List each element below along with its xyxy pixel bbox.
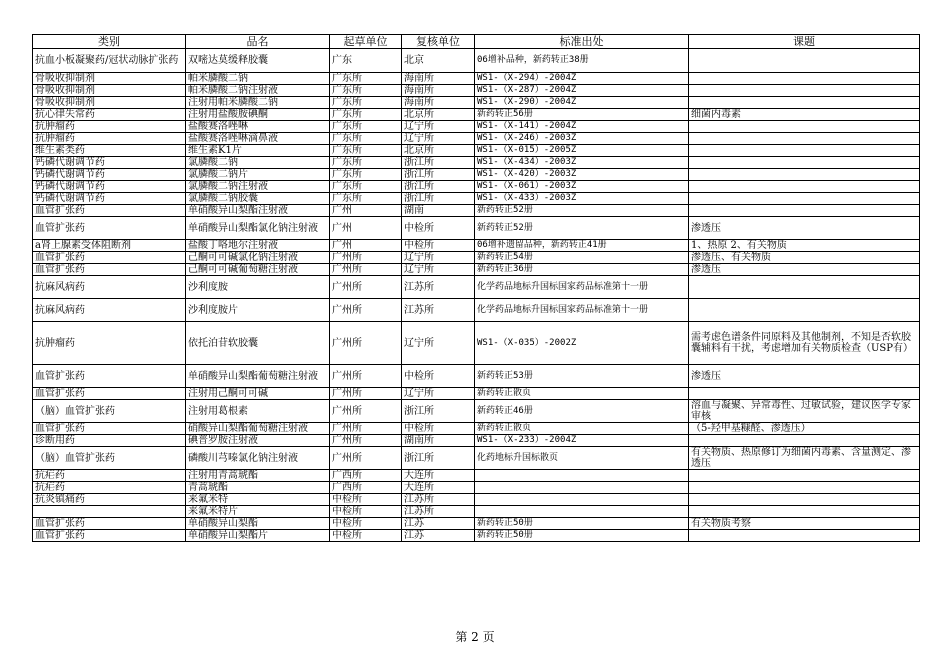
cell-name: 来氟米特 (186, 494, 330, 506)
cell-drafter: 广州所 (330, 252, 402, 264)
cell-reviewer: 北京所 (402, 109, 475, 121)
cell-standard: WS1-（X-035）-2002Z (475, 322, 689, 365)
cell-topic (689, 169, 920, 181)
cell-name: 双嘧达莫缓释胶囊 (186, 49, 330, 73)
cell-topic (689, 276, 920, 299)
cell-reviewer: 大连所 (402, 470, 475, 482)
cell-drafter: 中检所 (330, 518, 402, 530)
table-row (33, 400, 920, 423)
table-row (33, 73, 920, 85)
cell-category: 血管扩张药 (33, 423, 186, 435)
cell-drafter: 广州所 (330, 276, 402, 299)
cell-drafter: 广西所 (330, 470, 402, 482)
cell-drafter: 广东所 (330, 121, 402, 133)
cell-standard: 化学药品地标升国标国家药品标准第十一册 (475, 299, 689, 322)
cell-topic (689, 157, 920, 169)
cell-name: 注射用盐酸胺碘酮 (186, 109, 330, 121)
cell-drafter: 广东所 (330, 145, 402, 157)
cell-name: 盐酸丁咯地尔注射液 (186, 240, 330, 252)
cell-drafter: 广州 (330, 240, 402, 252)
cell-topic (689, 133, 920, 145)
cell-topic (689, 145, 920, 157)
cell-name: 硝酸异山梨酯葡萄糖注射液 (186, 423, 330, 435)
cell-category: （脑）血管扩张药 (33, 447, 186, 470)
cell-category: 抗肿瘤药 (33, 121, 186, 133)
cell-category: 血管扩张药 (33, 217, 186, 240)
cell-drafter: 广州所 (330, 400, 402, 423)
cell-standard: 新药转正50册 (475, 518, 689, 530)
table-row (33, 97, 920, 109)
cell-drafter: 广州 (330, 217, 402, 240)
cell-name: 注射用己酮可可碱 (186, 388, 330, 400)
spreadsheet-page (32, 34, 919, 542)
cell-drafter: 广东所 (330, 97, 402, 109)
table-row (33, 530, 920, 542)
table-row (33, 388, 920, 400)
table-row (33, 506, 920, 518)
table-row (33, 133, 920, 145)
cell-reviewer: 北京所 (402, 145, 475, 157)
cell-reviewer: 辽宁所 (402, 322, 475, 365)
cell-drafter: 广东所 (330, 85, 402, 97)
cell-standard: WS1-（X-015）-2005Z (475, 145, 689, 157)
cell-topic (689, 193, 920, 205)
cell-reviewer: 北京 (402, 49, 475, 73)
table-row (33, 181, 920, 193)
cell-category: 钙磷代谢调节药 (33, 157, 186, 169)
cell-reviewer: 江苏所 (402, 299, 475, 322)
cell-topic: 有关物质考察 (689, 518, 920, 530)
cell-category: a肾上腺素受体阻断剂 (33, 240, 186, 252)
table-row (33, 518, 920, 530)
cell-reviewer: 大连所 (402, 482, 475, 494)
cell-drafter: 广东所 (330, 109, 402, 121)
cell-standard: 新药转正52册 (475, 205, 689, 217)
cell-drafter: 广东 (330, 49, 402, 73)
cell-name: 氯膦酸二钠胶囊 (186, 193, 330, 205)
cell-name: 注射用青蒿琥酯 (186, 470, 330, 482)
table-row (33, 264, 920, 276)
cell-topic (689, 530, 920, 542)
cell-drafter: 广东所 (330, 181, 402, 193)
table-row (33, 85, 920, 97)
cell-category: 抗炎镇痛药 (33, 494, 186, 506)
cell-drafter: 广州所 (330, 264, 402, 276)
cell-drafter: 广州所 (330, 423, 402, 435)
table-row (33, 121, 920, 133)
table-row (33, 49, 920, 73)
cell-reviewer: 江苏 (402, 530, 475, 542)
cell-reviewer: 中检所 (402, 240, 475, 252)
table-row (33, 217, 920, 240)
cell-topic (689, 388, 920, 400)
cell-name: 己酮可可碱氯化钠注射液 (186, 252, 330, 264)
cell-topic (689, 49, 920, 73)
cell-topic (689, 85, 920, 97)
table-row (33, 276, 920, 299)
cell-category: 钙磷代谢调节药 (33, 193, 186, 205)
cell-topic (689, 73, 920, 85)
cell-drafter: 广西所 (330, 482, 402, 494)
cell-reviewer: 辽宁所 (402, 133, 475, 145)
cell-category: 抗麻风病药 (33, 276, 186, 299)
cell-category: 诊断用药 (33, 435, 186, 447)
cell-category: 骨吸收抑制剂 (33, 85, 186, 97)
header-drafter: 起草单位 (330, 35, 402, 49)
cell-standard: 新药转正46册 (475, 400, 689, 423)
table-row (33, 447, 920, 470)
cell-standard: WS1-（X-287）-2004Z (475, 85, 689, 97)
cell-name: 盐酸赛洛唑啉 (186, 121, 330, 133)
cell-topic (689, 506, 920, 518)
cell-standard: WS1-（X-434）-2003Z (475, 157, 689, 169)
header-reviewer: 复核单位 (402, 35, 475, 49)
cell-name: 帕米膦酸二钠注射液 (186, 85, 330, 97)
cell-drafter: 广州所 (330, 365, 402, 388)
cell-drafter: 广州所 (330, 388, 402, 400)
header-name: 品名 (186, 35, 330, 49)
cell-topic (689, 494, 920, 506)
cell-name: 青蒿琥酯 (186, 482, 330, 494)
cell-topic (689, 470, 920, 482)
cell-category: 抗血小板凝聚药/冠状动脉扩张药 (33, 49, 186, 73)
cell-reviewer: 浙江所 (402, 181, 475, 193)
cell-drafter: 广东所 (330, 73, 402, 85)
table-row (33, 109, 920, 121)
cell-category: 钙磷代谢调节药 (33, 169, 186, 181)
cell-standard: 新药转正56册 (475, 109, 689, 121)
cell-category: 血管扩张药 (33, 388, 186, 400)
cell-topic: 1、热原 2、有关物质 (689, 240, 920, 252)
cell-name: 磷酸川芎嗪氯化钠注射液 (186, 447, 330, 470)
table-row (33, 435, 920, 447)
cell-category: 维生素类药 (33, 145, 186, 157)
cell-reviewer: 江苏 (402, 518, 475, 530)
cell-standard: 新药转正散页 (475, 388, 689, 400)
cell-name: 单硝酸异山梨酯氯化钠注射液 (186, 217, 330, 240)
cell-reviewer: 海南所 (402, 85, 475, 97)
cell-reviewer: 湖南所 (402, 435, 475, 447)
cell-name: 氯膦酸二钠 (186, 157, 330, 169)
cell-name: 盐酸赛洛唑啉滴鼻液 (186, 133, 330, 145)
table-row (33, 470, 920, 482)
table-row (33, 299, 920, 322)
table-row (33, 322, 920, 365)
header-topic: 课题 (689, 35, 920, 49)
cell-topic (689, 97, 920, 109)
cell-reviewer: 浙江所 (402, 157, 475, 169)
cell-category: 抗肿瘤药 (33, 133, 186, 145)
table-row (33, 169, 920, 181)
cell-topic: （5-羟甲基糠醛、渗透压） (689, 423, 920, 435)
cell-topic: 溶血与凝聚、异常毒性、过敏试验，建议医学专家审核 (689, 400, 920, 423)
cell-drafter: 广东所 (330, 169, 402, 181)
cell-standard: WS1-（X-233）-2004Z (475, 435, 689, 447)
cell-reviewer: 辽宁所 (402, 121, 475, 133)
cell-drafter: 广州所 (330, 299, 402, 322)
cell-name: 注射用葛根素 (186, 400, 330, 423)
cell-category: 骨吸收抑制剂 (33, 73, 186, 85)
cell-standard (475, 494, 689, 506)
cell-reviewer: 辽宁所 (402, 264, 475, 276)
cell-standard: 新药转正52册 (475, 217, 689, 240)
table-row (33, 423, 920, 435)
cell-drafter: 广州所 (330, 447, 402, 470)
cell-name: 氯膦酸二钠片 (186, 169, 330, 181)
cell-topic (689, 299, 920, 322)
cell-name: 己酮可可碱葡萄糖注射液 (186, 264, 330, 276)
cell-topic: 渗透压 (689, 264, 920, 276)
cell-standard: 新药转正53册 (475, 365, 689, 388)
cell-reviewer: 江苏所 (402, 276, 475, 299)
cell-drafter: 广东所 (330, 157, 402, 169)
cell-reviewer: 江苏所 (402, 494, 475, 506)
cell-drafter: 中检所 (330, 530, 402, 542)
cell-standard (475, 470, 689, 482)
cell-topic: 细菌内毒素 (689, 109, 920, 121)
cell-standard: WS1-（X-420）-2003Z (475, 169, 689, 181)
cell-category (33, 506, 186, 518)
cell-drafter: 广州所 (330, 322, 402, 365)
cell-drafter: 中检所 (330, 506, 402, 518)
cell-drafter: 广东所 (330, 193, 402, 205)
drug-standard-table (32, 34, 920, 542)
cell-reviewer: 中检所 (402, 365, 475, 388)
header-category: 类别 (33, 35, 186, 49)
cell-reviewer: 中检所 (402, 217, 475, 240)
cell-standard: WS1-（X-141）-2004Z (475, 121, 689, 133)
cell-reviewer: 浙江所 (402, 193, 475, 205)
cell-category: 血管扩张药 (33, 518, 186, 530)
cell-category: 抗心律失常药 (33, 109, 186, 121)
cell-standard: 新药转正54册 (475, 252, 689, 264)
cell-name: 来氟米特片 (186, 506, 330, 518)
cell-standard: WS1-（X-246）-2003Z (475, 133, 689, 145)
cell-topic: 有关物质、热原修订为细菌内毒素、含量测定、渗透压 (689, 447, 920, 470)
cell-topic (689, 435, 920, 447)
table-body (33, 49, 920, 542)
header-row (33, 35, 920, 49)
cell-reviewer: 辽宁所 (402, 252, 475, 264)
cell-drafter: 广州所 (330, 435, 402, 447)
cell-category: 抗麻风病药 (33, 299, 186, 322)
cell-topic (689, 181, 920, 193)
cell-standard: 化药地标升国标散页 (475, 447, 689, 470)
cell-standard: 化学药品地标升国标国家药品标准第十一册 (475, 276, 689, 299)
cell-standard (475, 506, 689, 518)
cell-drafter: 中检所 (330, 494, 402, 506)
cell-category: 钙磷代谢调节药 (33, 181, 186, 193)
cell-topic (689, 121, 920, 133)
cell-reviewer: 湖南 (402, 205, 475, 217)
cell-topic: 渗透压 (689, 365, 920, 388)
cell-category: 血管扩张药 (33, 365, 186, 388)
cell-name: 单硝酸异山梨酯注射液 (186, 205, 330, 217)
table-row (33, 252, 920, 264)
cell-drafter: 广州 (330, 205, 402, 217)
cell-topic (689, 205, 920, 217)
cell-name: 单硝酸异山梨酯葡萄糖注射液 (186, 365, 330, 388)
page-number: 第 2 页 (455, 630, 495, 644)
cell-topic: 需考虑色谱条件同原料及其他制剂，不知是否软胶囊辅料有干扰，考虑增加有关物质检查（USP有） (689, 322, 920, 365)
cell-category: 抗肿瘤药 (33, 322, 186, 365)
cell-topic (689, 482, 920, 494)
cell-standard: 06增补品种，新药转正38册 (475, 49, 689, 73)
cell-standard: 新药转正散页 (475, 423, 689, 435)
cell-reviewer: 海南所 (402, 97, 475, 109)
cell-topic: 渗透压、有关物质 (689, 252, 920, 264)
cell-name: 依托泊苷软胶囊 (186, 322, 330, 365)
table-row (33, 240, 920, 252)
cell-name: 单硝酸异山梨酯 (186, 518, 330, 530)
table-row (33, 365, 920, 388)
cell-standard (475, 482, 689, 494)
cell-standard: WS1-（X-290）-2004Z (475, 97, 689, 109)
table-row (33, 145, 920, 157)
cell-name: 维生素K1片 (186, 145, 330, 157)
cell-category: 血管扩张药 (33, 530, 186, 542)
table-row (33, 193, 920, 205)
cell-name: 氯膦酸二钠注射液 (186, 181, 330, 193)
cell-category: 骨吸收抑制剂 (33, 97, 186, 109)
cell-name: 沙利度胺片 (186, 299, 330, 322)
cell-standard: WS1-（X-061）-2003Z (475, 181, 689, 193)
cell-reviewer: 海南所 (402, 73, 475, 85)
header-standard: 标准出处 (475, 35, 689, 49)
cell-name: 碘普罗胺注射液 (186, 435, 330, 447)
cell-standard: 新药转正50册 (475, 530, 689, 542)
cell-category: 血管扩张药 (33, 205, 186, 217)
table-row (33, 157, 920, 169)
cell-standard: WS1-（X-433）-2003Z (475, 193, 689, 205)
cell-standard: 新药转正36册 (475, 264, 689, 276)
cell-standard: 06增补遗留品种，新药转正41册 (475, 240, 689, 252)
cell-category: 抗疟药 (33, 470, 186, 482)
table-row (33, 205, 920, 217)
cell-reviewer: 辽宁所 (402, 388, 475, 400)
cell-standard: WS1-（X-294）-2004Z (475, 73, 689, 85)
table-row (33, 494, 920, 506)
cell-name: 沙利度胺 (186, 276, 330, 299)
cell-reviewer: 浙江所 (402, 400, 475, 423)
cell-topic: 渗透压 (689, 217, 920, 240)
cell-category: 抗疟药 (33, 482, 186, 494)
cell-name: 帕米膦酸二钠 (186, 73, 330, 85)
cell-category: 血管扩张药 (33, 264, 186, 276)
cell-drafter: 广东所 (330, 133, 402, 145)
cell-reviewer: 浙江所 (402, 447, 475, 470)
cell-category: 血管扩张药 (33, 252, 186, 264)
table-row (33, 482, 920, 494)
cell-reviewer: 浙江所 (402, 169, 475, 181)
cell-reviewer: 江苏所 (402, 506, 475, 518)
cell-reviewer: 中检所 (402, 423, 475, 435)
cell-name: 注射用帕米膦酸二钠 (186, 97, 330, 109)
cell-category: （脑）血管扩张药 (33, 400, 186, 423)
cell-name: 单硝酸异山梨酯片 (186, 530, 330, 542)
